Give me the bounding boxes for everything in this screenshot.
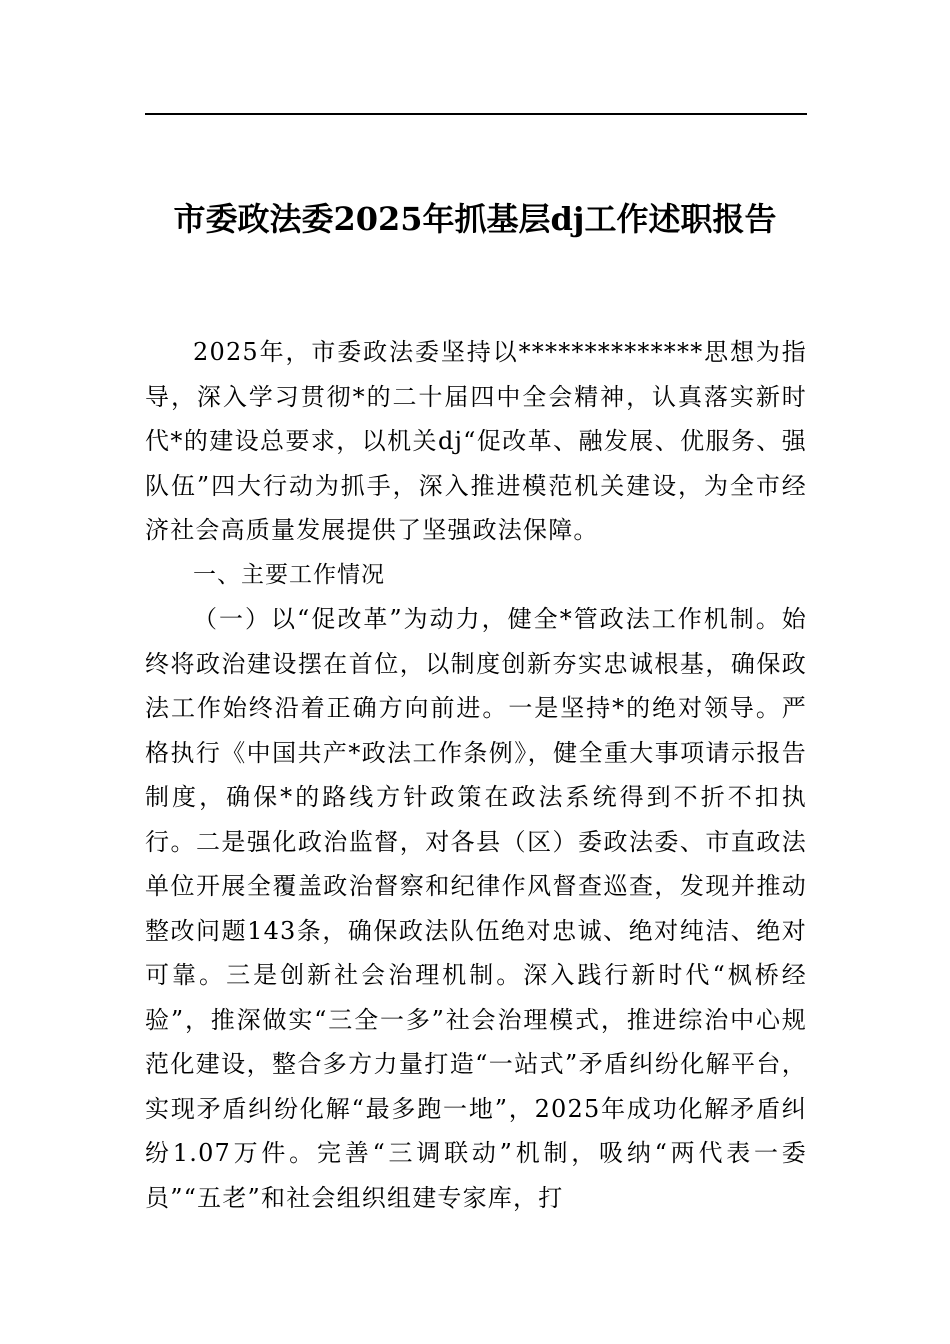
header-rule — [145, 113, 807, 115]
document-title: 市委政法委2025年抓基层dj工作述职报告 — [173, 200, 777, 238]
intro-paragraph: 2025年，市委政法委坚持以**************思想为指导，深入学习贯彻*的二十届四中全会精神，认真落实新时代*的建设总要求，以机关dj“促改革、融发展、优服务、强队伍”四大行动为抓手，深入推进模范机关建设，为全市经济社会高质量发展提供了坚强政法保障。 — [145, 338, 807, 544]
section-heading: 一、主要工作情况 — [193, 561, 385, 588]
document-body — [145, 330, 807, 1220]
subsection-paragraph: （一）以“促改革”为动力，健全*管政法工作机制。始终将政治建设摆在首位，以制度创新夯实忠诚根基，确保政法工作始终沿着正确方向前进。一是坚持*的绝对领导。严格执行《中国共产*政法工作条例》，健全重大事项请示报告制度，确保*的路线方针政策在政法系统得到不折不扣执行。二是强化政治监督，对各县（区）委政法委、市直政法单位开展全覆盖政治督察和纪律作风督查巡查，发现并推动整改问题143条，确保政法队伍绝对忠诚、绝对纯洁、绝对可靠。三是创新社会治理机制。深入践行新时代“枫桥经验”，推深做实“三全一多”社会治理模式，推进综治中心规范化建设，整合多方力量打造“一站式”矛盾纠纷化解平台，实现矛盾纠纷化解“最多跑一地”，2025年成功化解矛盾纠纷1.07万件。完善“三调联动”机制，吸纳“两代表一委员”“五老”和社会组织组建专家库，打 — [145, 605, 807, 1212]
